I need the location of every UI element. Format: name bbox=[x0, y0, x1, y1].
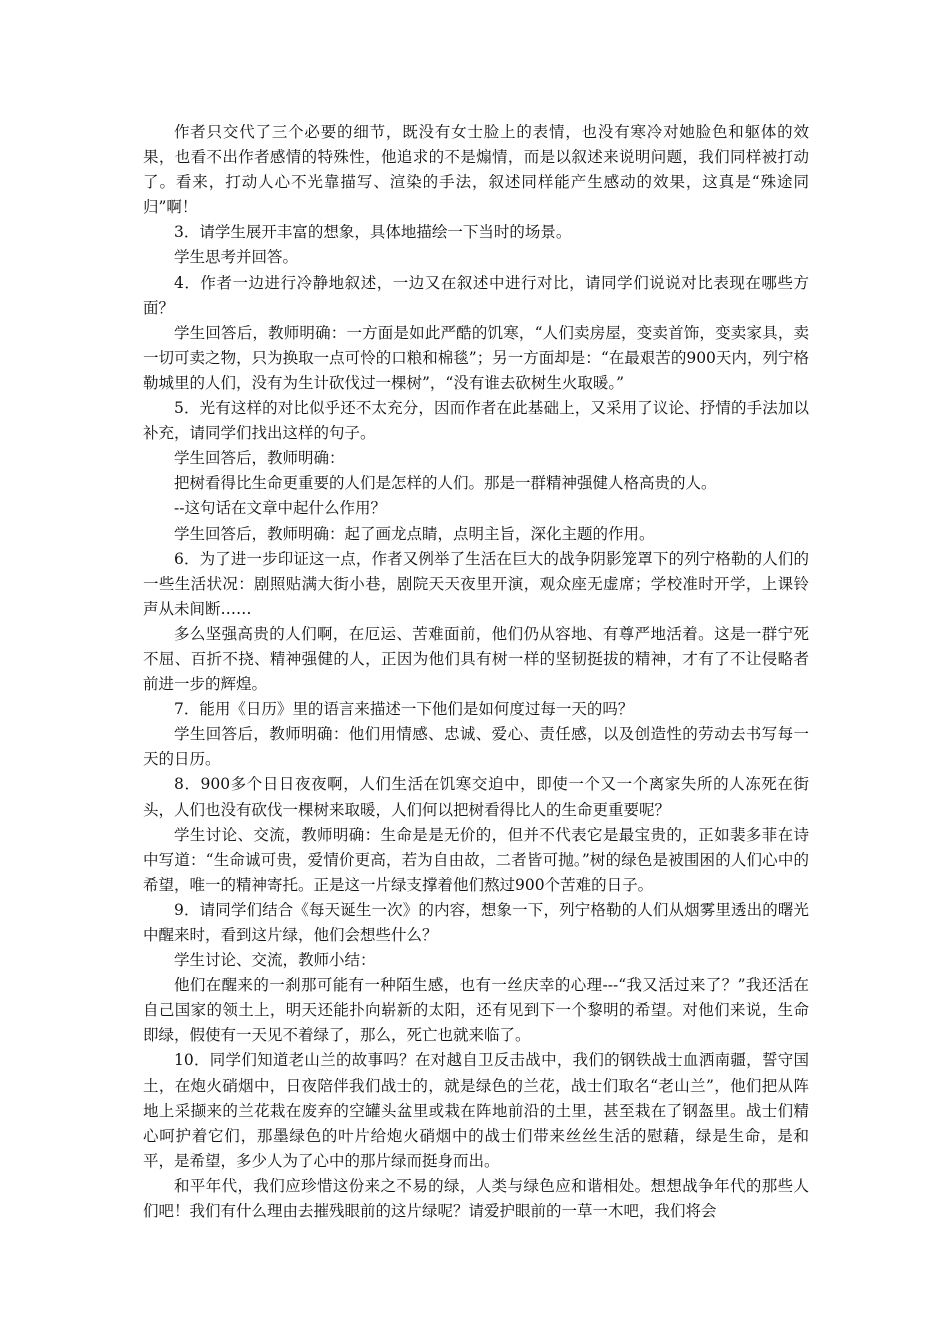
paragraph: 9．请同学们结合《每天诞生一次》的内容，想象一下，列宁格勒的人们从烟雾里透出的曙光中醒来时，看到这片绿，他们会想些什么？ bbox=[143, 900, 809, 944]
paragraph: 5．光有这样的对比似乎还不太充分，因而作者在此基础上，又采用了议论、抒情的手法加以补充，请同学们找出这样的句子。 bbox=[143, 399, 809, 443]
paragraph: 学生讨论、交流，教师明确：生命是是无价的，但并不代表它是最宝贵的，正如裴多菲在诗中写道：“生命诚可贵，爱情价更高，若为自由故，二者皆可抛。”树的绿色是被围困的人们心中的希望，唯一的精神寄托。正是这一片绿支撑着他们熬过900个苦难的日子。 bbox=[143, 825, 809, 894]
paragraph: 学生回答后，教师明确： bbox=[174, 449, 345, 468]
document-body bbox=[143, 120, 809, 1224]
paragraph: 3．请学生展开丰富的想象，具体地描绘一下当时的场景。 bbox=[174, 223, 572, 242]
paragraph: 多么坚强高贵的人们啊，在厄运、苦难面前，他们仍从容地、有尊严地活着。这是一群宁死不屈、百折不挠、精神强健的人，正因为他们具有树一样的坚韧挺拔的精神，才有了不让侵略者前进一步的辉煌。 bbox=[143, 624, 809, 694]
paragraph: --这句话在文章中起什么作用？ bbox=[174, 499, 386, 518]
paragraph: 学生回答后，教师明确：他们用情感、忠诚、爱心、责任感，以及创造性的劳动去书写每一天的日历。 bbox=[143, 725, 809, 769]
paragraph: 和平年代，我们应珍惜这份来之不易的绿，人类与绿色应和谐相处。想想战争年代的那些人们吧！我们有什么理由去摧残眼前的这片绿呢？请爱护眼前的一草一木吧，我们将会 bbox=[143, 1176, 809, 1221]
paragraph: 把树看得比生命更重要的人们是怎样的人们。那是一群精神强健人格高贵的人。 bbox=[174, 474, 717, 493]
paragraph: 作者只交代了三个必要的细节，既没有女士脸上的表情，也没有寒冷对她脸色和躯体的效果，也看不出作者感情的特殊性，他追求的不是煽情，而是以叙述来说明问题，我们同样被打动了。看来，打动人心不光靠描写、渲染的手法，叙述同样能产生感动的效果，这真是“殊途同归”啊！ bbox=[143, 123, 809, 217]
paragraph: 学生回答后，教师明确：一方面是如此严酷的饥寒，“人们卖房屋，变卖首饰，变卖家具，卖一切可卖之物，只为换取一点可怜的口粮和棉毯”；另一方面却是：“在最艰苦的900天内，列宁格勒城里的人们，没有为生计砍伐过一棵树”，“没有谁去砍树生火取暖。” bbox=[143, 323, 809, 392]
paragraph: 7．能用《日历》里的语言来描述一下他们是如何度过每一天的吗？ bbox=[174, 700, 634, 719]
paragraph: 6．为了进一步印证这一点，作者又例举了生活在巨大的战争阴影笼罩下的列宁格勒的人们的一些生活状况：剧照贴满大街小巷，剧院天天夜里开演，观众座无虚席；学校准时开学，上课铃声从未间断…… bbox=[143, 549, 809, 618]
paragraph: 他们在醒来的一刹那可能有一种陌生感，也有一丝庆幸的心理---“我又活过来了？”我还活在自己国家的领土上，明天还能扑向崭新的太阳，还有见到下一个黎明的希望。对他们来说，生命即绿，假使有一天见不着绿了，那么，死亡也就来临了。 bbox=[143, 976, 809, 1045]
paragraph: 4．作者一边进行冷静地叙述，一边又在叙述中进行对比，请同学们说说对比表现在哪些方面？ bbox=[143, 273, 809, 317]
paragraph: 学生思考并回答。 bbox=[174, 248, 299, 267]
paragraph: 学生回答后，教师明确：起了画龙点睛，点明主旨，深化主题的作用。 bbox=[174, 524, 655, 543]
paragraph: 10．同学们知道老山兰的故事吗？在对越自卫反击战中，我们的钢铁战士血洒南疆，誓守国土，在炮火硝烟中，日夜陪伴我们战士的，就是绿色的兰花，战士们取名“老山兰”，他们把从阵地上采撷来的兰花栽在废弃的空罐头盆里或栽在阵地前沿的土里，甚至栽在了钢盔里。战士们精心呵护着它们，那墨绿色的叶片给炮火硝烟中的战士们带来丝丝生活的慰藉，绿是生命，是和平，是希望，多少人为了心中的那片绿而挺身而出。 bbox=[143, 1051, 809, 1170]
paragraph: 学生讨论、交流，教师小结： bbox=[174, 951, 376, 970]
paragraph: 8．900多个日日夜夜啊，人们生活在饥寒交迫中，即使一个又一个离家失所的人冻死在街头，人们也没有砍伐一棵树来取暖，人们何以把树看得比人的生命更重要呢？ bbox=[143, 775, 809, 819]
